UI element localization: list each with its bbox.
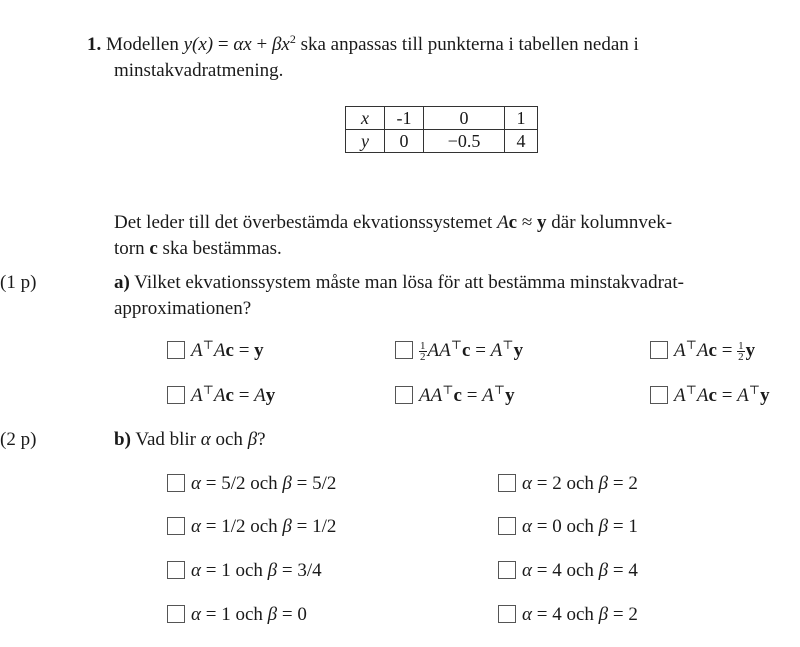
checkbox[interactable] [167, 561, 185, 579]
table-header-y: y [361, 130, 369, 151]
fraction-half: $\frac{1}{2}$ [738, 340, 744, 364]
alpha-value: 4 [552, 604, 562, 625]
table-cell: 4 [505, 130, 538, 153]
problem-intro-line1 [87, 34, 639, 56]
part-a-question-line1 [114, 272, 684, 294]
part-b-points: (2 p) [0, 429, 37, 450]
alpha-symbol: α [522, 516, 532, 537]
question-mark: ? [257, 429, 266, 450]
alpha-value: 5/2 [221, 473, 246, 494]
och-text: och [566, 516, 594, 537]
option-label: A⊤Ac = A⊤y [674, 383, 770, 406]
alpha-symbol: α [200, 429, 211, 450]
checkbox[interactable] [498, 474, 516, 492]
table-cell: 1 [505, 107, 538, 130]
och-text: och [566, 560, 594, 581]
problem-number: 1. [87, 34, 102, 55]
beta-symbol: β [267, 604, 278, 625]
beta-symbol: β [598, 560, 609, 581]
table-cell: 0 [424, 107, 505, 130]
checkbox[interactable] [498, 517, 516, 535]
och-text: och [566, 473, 594, 494]
option-label: A⊤Ac = $\frac{1}{2}$ y [674, 338, 756, 364]
plus-sign: + [256, 34, 268, 55]
beta-value: 2 [628, 473, 638, 494]
table-cell: −0.5 [424, 130, 505, 153]
context-text: torn [114, 238, 145, 259]
alpha-value: 0 [552, 516, 562, 537]
part-a-question-line2: approximationen? [114, 298, 252, 319]
option-b-8[interactable] [498, 604, 638, 626]
table-row-y [346, 130, 538, 153]
table-header-x: x [361, 107, 369, 128]
option-label: α = 1 och β = 0 [191, 604, 307, 625]
beta-symbol: β [598, 516, 609, 537]
table-cell: 0 [385, 130, 424, 153]
checkbox[interactable] [498, 561, 516, 579]
part-a-question-text: Vilket ekvationssystem måste man lösa för att bestämma minstakvadrat- [134, 272, 684, 293]
beta-value: 2 [628, 604, 638, 625]
checkbox[interactable] [167, 605, 185, 623]
vector-c: c [508, 212, 518, 233]
och-text: och [235, 560, 263, 581]
alpha-value: 1 [221, 560, 231, 581]
option-label: α = 0 och β = 1 [522, 516, 638, 537]
option-a-4[interactable] [167, 385, 275, 407]
option-b-6[interactable] [498, 560, 638, 582]
option-a-6[interactable] [650, 385, 770, 407]
exponent: 2 [289, 32, 296, 46]
beta-value: 0 [297, 604, 307, 625]
context-text: Det leder till det överbestämda ekvationssystemet [114, 212, 493, 233]
alpha-symbol: α [522, 560, 532, 581]
checkbox[interactable] [167, 386, 185, 404]
alpha-symbol: α [522, 604, 532, 625]
checkbox[interactable] [167, 341, 185, 359]
option-label: α = 4 och β = 4 [522, 560, 638, 581]
approx-sign: ≈ [521, 212, 533, 233]
checkbox[interactable] [395, 386, 413, 404]
alpha-value: 2 [552, 473, 562, 494]
checkbox[interactable] [498, 605, 516, 623]
option-label: A⊤Ac = Ay [191, 383, 276, 406]
context-text-suffix: där kolumnvek- [551, 212, 673, 233]
option-a-2[interactable] [395, 340, 523, 362]
alpha-symbol: α [191, 516, 201, 537]
checkbox[interactable] [167, 517, 185, 535]
option-label: α = 1 och β = 3/4 [191, 560, 322, 581]
part-a-points: (1 p) [0, 272, 37, 293]
beta-value: 3/4 [297, 560, 322, 581]
option-b-1[interactable] [167, 473, 336, 495]
alpha-value: 1 [221, 604, 231, 625]
option-b-7[interactable] [167, 604, 307, 626]
equals-sign: = [217, 34, 229, 55]
option-label: α = 5/2 och β = 5/2 [191, 473, 337, 494]
option-b-4[interactable] [498, 516, 638, 538]
vector-y: y [537, 212, 547, 233]
option-b-2[interactable] [498, 473, 638, 495]
checkbox[interactable] [167, 474, 185, 492]
data-table [345, 106, 538, 153]
beta-value: 5/2 [312, 473, 337, 494]
alpha-symbol: α [191, 560, 201, 581]
alpha-symbol: α [191, 473, 201, 494]
context-text: ska bestämmas. [162, 238, 282, 259]
option-a-1[interactable] [167, 340, 264, 362]
beta-symbol: β [598, 604, 609, 625]
och-text: och [566, 604, 594, 625]
table-cell: -1 [385, 107, 424, 130]
fraction-half: $\frac{1}{2}$ [420, 340, 426, 364]
beta-value: 1/2 [312, 516, 337, 537]
alpha-value: 4 [552, 560, 562, 581]
och-text: och [250, 516, 278, 537]
beta-symbol: β [598, 473, 609, 494]
och-text: och [250, 473, 278, 494]
checkbox[interactable] [650, 341, 668, 359]
option-label: α = 2 och β = 2 [522, 473, 638, 494]
och-text: och [215, 429, 243, 450]
option-label: $\frac{1}{2}$ AA⊤c = A⊤y [420, 338, 524, 364]
beta-symbol: β [247, 429, 258, 450]
option-label: AA⊤c = A⊤y [419, 383, 515, 406]
part-b-question [114, 429, 266, 451]
alpha-symbol: α [522, 473, 532, 494]
option-label: α = 4 och β = 2 [522, 604, 638, 625]
beta-value: 1 [628, 516, 638, 537]
table-row-x [346, 107, 538, 130]
alpha-symbol: α [191, 604, 201, 625]
part-b-label: b) [114, 429, 131, 450]
och-text: och [235, 604, 263, 625]
beta-symbol: β [282, 516, 292, 537]
context-line1 [114, 212, 672, 234]
checkbox[interactable] [650, 386, 668, 404]
model-term2: βx [271, 34, 290, 55]
option-b-3[interactable] [167, 516, 336, 538]
beta-symbol: β [267, 560, 278, 581]
matrix-A: A [497, 212, 509, 233]
checkbox[interactable] [395, 341, 413, 359]
option-b-5[interactable] [167, 560, 322, 582]
context-line2 [114, 238, 282, 260]
beta-value: 4 [628, 560, 638, 581]
vector-c: c [149, 238, 158, 259]
problem-intro-line2: minstakvadratmening. [114, 60, 284, 81]
intro-text-suffix: ska anpassas till punkterna i tabellen nedan i [300, 34, 639, 55]
part-a-label: a) [114, 272, 130, 293]
model-term1: αx [233, 34, 252, 55]
option-label: A⊤Ac = y [191, 338, 264, 361]
intro-text: Modellen [106, 34, 179, 55]
part-b-question-text: Vad blir [135, 429, 197, 450]
model-lhs: y(x) [183, 34, 214, 55]
option-label: α = 1/2 och β = 1/2 [191, 516, 337, 537]
alpha-value: 1/2 [221, 516, 246, 537]
beta-symbol: β [282, 473, 292, 494]
option-a-5[interactable] [395, 385, 515, 407]
option-a-3[interactable] [650, 340, 755, 362]
